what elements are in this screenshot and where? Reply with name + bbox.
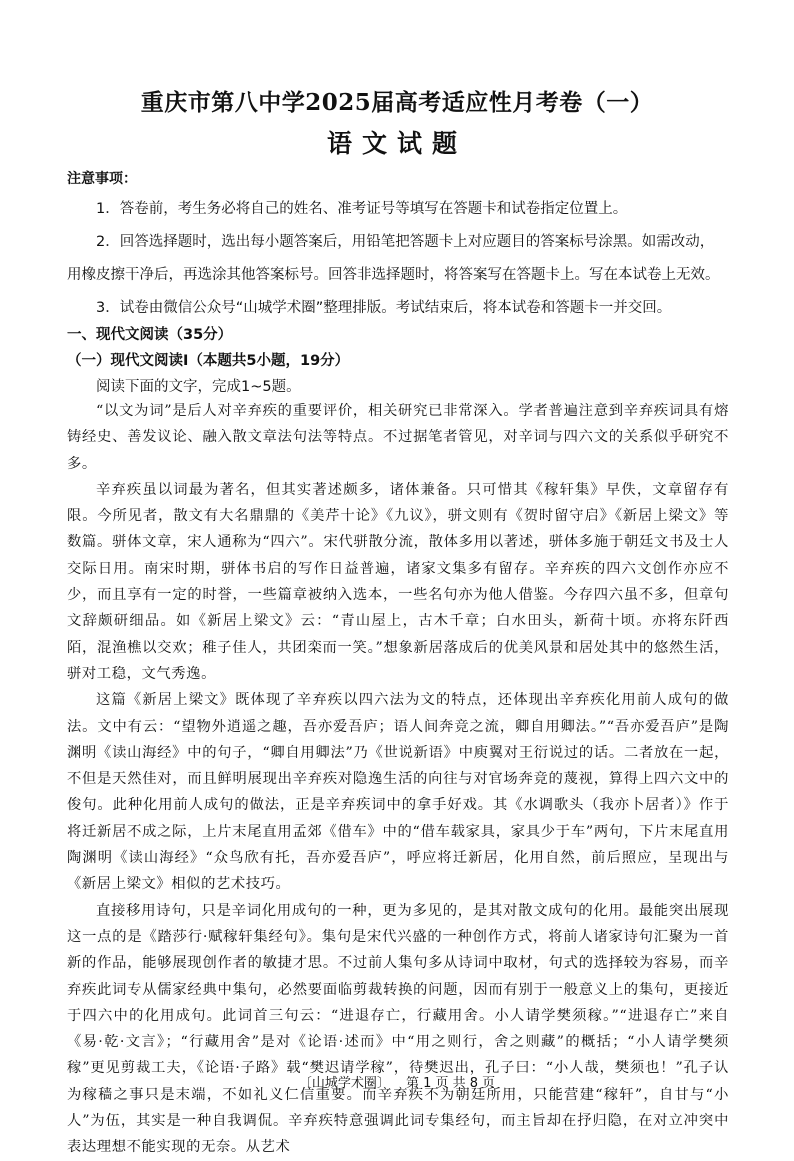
footer-source: 〔山城学术圈〕 [298,1076,390,1091]
notice-list [67,193,727,325]
article-paragraph: 辛弃疾虽以词最为著名，但其实著述颇多，诸体兼备。只可惜其《稼轩集》早佚，文章留存有限。今所见者，散文有大名鼎鼎的《美芹十论》《九议》，骈文则有《贺时留守启》《新居上梁文》等数篇。骈体文章，宋人通称为“四六”。宋代骈散分流，散体多用以著述，骈体多施于朝廷文书及士人交际日用。南宋时期，骈体书启的写作日益普遍，诸家文集多有留存。辛弃疾的四六文创作亦应不少，而且享有一定的时誉，一些篇章被纳入选本，一些名句亦为他人借鉴。今存四六虽不多，但章句文辞颇研细品。如《新居上梁文》云：“青山屋上，古木千章；白水田头，新荷十顷。亦将东阡西陌，混渔樵以交欢；稚子佳人，共团栾而一笑。”想象新居落成后的优美风景和居处其中的悠然生活，骈对工稳，文气秀逸。 [67,481,729,682]
article-paragraph: 这篇《新居上梁文》既体现了辛弃疾以四六法为文的特点，还体现出辛弃疾化用前人成句的做法。文中有云：“望物外逍遥之趣，吾亦爱吾庐；语人间奔竞之流，卿自用卿法。”“吾亦爱吾庐”是陶渊明《读山海经》中的句子，“卿自用卿法”乃《世说新语》中庾翼对王衍说过的话。二者放在一起，不但是天然佳对，而且鲜明展现出辛弃疾对隐逸生活的向往与对官场奔竞的蔑视，算得上四六文中的俊句。此种化用前人成句的做法，正是辛弃疾词中的拿手好戏。其《水调歌头（我亦卜居者）》作于将迁新居不成之际，上片末尾直用孟郊《借车》中的“借车载家具，家具少于车”两句，下片末尾直用陶渊明《读山海经》“众鸟欣有托，吾亦爱吾庐”，呼应将迁新居，化用自然，前后照应，呈现出与《新居上梁文》相似的艺术技巧。 [67,692,729,893]
exam-title: 重庆市第八中学2025届高考适应性月考卷（一） [140,89,654,116]
article-body [67,398,729,1161]
reading-instruction: 阅读下面的文字，完成1~5题。 [96,379,301,395]
exam-subtitle: 语文试题 [326,129,467,158]
notice-heading: 注意事项： [67,171,137,187]
notice-item: 1．答卷前，考生务必将自己的姓名、准考证号等填写在答题卡和试卷指定位置上。 [96,201,628,217]
article-paragraph: 直接移用诗句，只是辛词化用成句的一种，更为多见的，是其对散文成句的化用。最能突出展现这一点的是《踏莎行·赋稼轩集经句》。集句是宋代兴盛的一种创作方式，将前人诸家诗句汇聚为一首新的作品，能够展现创作者的敏捷才思。不过前人集句多从诗词中取材，句式的选择较为容易，而辛弃疾此词专从儒家经典中集句，必然要面临剪裁转换的问题，因而有别于一般意义上的集句，更接近于四六中的化用成句。此词首三句云：“进退存亡，行藏用舍。小人请学樊须稼。”“进退存亡”来自《易·乾·文言》；“行藏用舍”是对《论语·述而》中“用之则行，舍之则藏”的概括；“小人请学樊须稼”更见剪裁工夫，《论语·子路》载“樊迟请学稼”，待樊迟出，孔子曰：“小人哉，樊须也！”孔子认为稼穑之事只是末端，不如礼义仁信重要。而辛弃疾不为朝廷所用，只能营建“稼轩”，自甘与“小人”为伍，其实是一种自我调侃。辛弃疾特意强调此词专集经句，而主旨却在抒归隐，在对立冲突中表达理想不能实现的无奈。从艺术 [67,902,729,1156]
section-title: 一、现代文阅读（35分） [67,327,233,343]
notice-item: 3．试卷由微信公众号“山城学术圈”整理排版。考试结束后，将本试卷和答题卡一并交回。 [96,300,672,316]
article-paragraph: “以文为词”是后人对辛弃疾的重要评价，相关研究已非常深入。学者普遍注意到辛弃疾词具有熔铸经史、善发议论、融入散文章法句法等特点。不过据笔者管见，对辛词与四六文的关系似乎研究不多。 [67,403,729,472]
footer-page-number: 第 1 页 共 8 页 [405,1076,496,1091]
page-footer [0,1072,794,1091]
section-subtitle: （一）现代文阅读Ⅰ（本题共5小题，19分） [67,353,350,369]
notice-item: 2．回答选择题时，选出每小题答案后，用铅笔把答题卡上对应题目的答案标号涂黑。如需改动，用橡皮擦干净后，再选涂其他答案标号。回答非选择题时，将答案写在答题卡上。写在本试卷上无效。 [67,234,720,283]
